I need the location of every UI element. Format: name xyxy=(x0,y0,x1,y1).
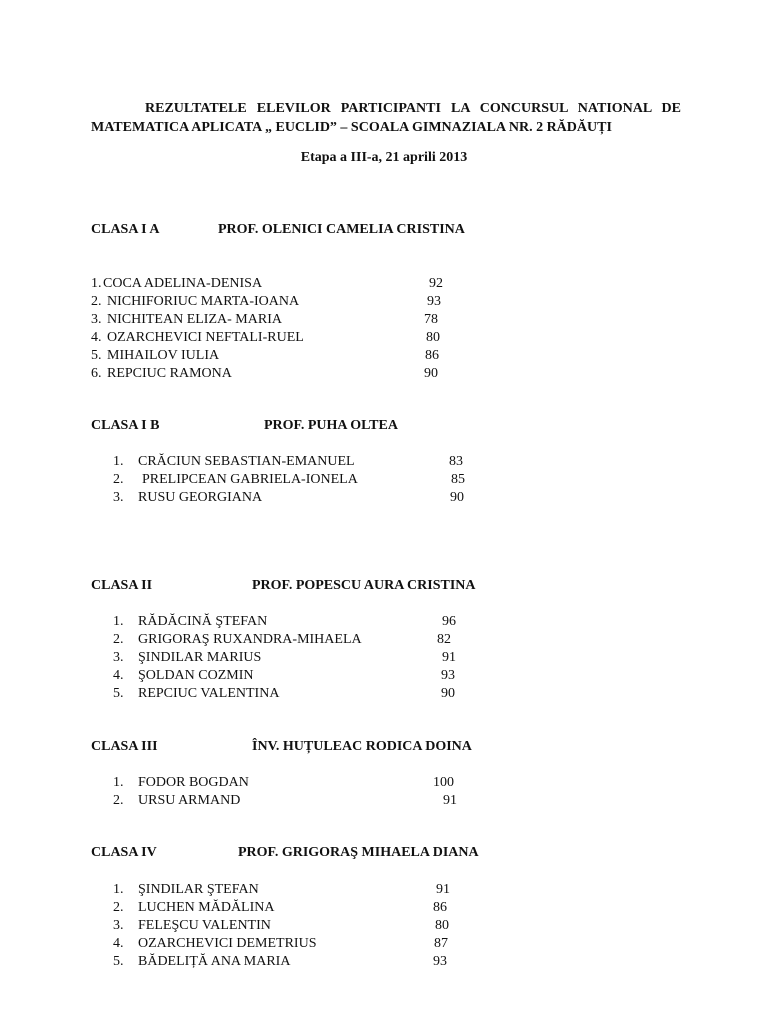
student-name: RĂDĂCINĂ ŞTEFAN xyxy=(138,614,268,629)
section-header-clasa-1a xyxy=(91,222,465,238)
class-name: CLASA I B xyxy=(91,418,160,433)
student-score: 78 xyxy=(424,312,438,327)
teacher-name: PROF. POPESCU AURA CRISTINA xyxy=(252,578,476,593)
student-number: 2. xyxy=(91,294,102,309)
student-score: 90 xyxy=(424,366,438,381)
section-header-clasa-2 xyxy=(91,578,476,594)
student-score: 91 xyxy=(442,650,456,665)
student-name: NICHITEAN ELIZA- MARIA xyxy=(107,312,282,327)
student-name: COCA ADELINA-DENISA xyxy=(103,276,263,291)
student-number: 4. xyxy=(91,330,102,345)
student-number: 4. xyxy=(113,668,124,683)
section-header-clasa-3 xyxy=(91,739,472,755)
student-name: FELEŞCU VALENTIN xyxy=(138,918,271,933)
student-number: 4. xyxy=(113,936,124,951)
student-number: 2. xyxy=(113,472,124,487)
teacher-name: PROF. GRIGORAŞ MIHAELA DIANA xyxy=(238,845,479,860)
student-number: 6. xyxy=(91,366,102,381)
student-number: 5. xyxy=(113,954,124,969)
student-score: 93 xyxy=(427,294,441,309)
teacher-name: PROF. PUHA OLTEA xyxy=(264,418,398,433)
student-number: 3. xyxy=(113,918,124,933)
student-name: BĂDELIȚĂ ANA MARIA xyxy=(138,954,291,969)
student-name: REPCIUC VALENTINA xyxy=(138,686,280,701)
student-name: URSU ARMAND xyxy=(138,793,241,808)
student-name: ŞOLDAN COZMIN xyxy=(138,668,254,683)
student-score: 90 xyxy=(441,686,455,701)
student-score: 86 xyxy=(425,348,439,363)
student-score: 91 xyxy=(436,882,450,897)
student-number: 5. xyxy=(113,686,124,701)
teacher-name: ÎNV. HUȚULEAC RODICA DOINA xyxy=(252,739,472,754)
class-name: CLASA II xyxy=(91,578,153,593)
student-number: 2. xyxy=(113,632,124,647)
student-number: 1. xyxy=(113,775,124,790)
student-score: 93 xyxy=(441,668,455,683)
stage-date: Etapa a III-a, 21 aprili 2013 xyxy=(300,150,468,165)
student-number: 1. xyxy=(113,614,124,629)
student-name: LUCHEN MĂDĂLINA xyxy=(138,900,275,915)
student-name: ŞINDILAR ŞTEFAN xyxy=(138,882,259,897)
student-score: 80 xyxy=(426,330,440,345)
student-name: OZARCHEVICI NEFTALI-RUEL xyxy=(107,330,304,345)
student-name: MIHAILOV IULIA xyxy=(107,348,220,363)
student-number: 3. xyxy=(113,650,124,665)
student-score: 90 xyxy=(450,490,464,505)
section-header-clasa-4 xyxy=(91,845,479,861)
student-name: OZARCHEVICI DEMETRIUS xyxy=(138,936,317,951)
student-score: 80 xyxy=(435,918,449,933)
student-score: 83 xyxy=(449,454,463,469)
student-score: 92 xyxy=(429,276,443,291)
class-name: CLASA IV xyxy=(91,845,157,860)
student-name: GRIGORAŞ RUXANDRA-MIHAELA xyxy=(138,632,362,647)
student-score: 91 xyxy=(443,793,457,808)
student-number: 2. xyxy=(113,900,124,915)
class-name: CLASA I A xyxy=(91,222,160,237)
student-score: 87 xyxy=(434,936,448,951)
student-score: 86 xyxy=(433,900,447,915)
student-score: 93 xyxy=(433,954,447,969)
student-number: 1. xyxy=(91,276,102,291)
student-number: 3. xyxy=(113,490,124,505)
class-name: CLASA III xyxy=(91,739,158,754)
student-score: 82 xyxy=(437,632,451,647)
student-name: FODOR BOGDAN xyxy=(138,775,249,790)
document-title-text: REZULTATELE ELEVILOR PARTICIPANTI LA CONCURSUL NATIONAL DE MATEMATICA APLICATA „ EUCLID” – SCOALA GIMNAZIALA NR. 2 RĂDĂUȚI xyxy=(91,101,681,135)
student-name: PRELIPCEAN GABRIELA-IONELA xyxy=(142,472,358,487)
student-number: 3. xyxy=(91,312,102,327)
student-name: RUSU GEORGIANA xyxy=(138,490,263,505)
teacher-name: PROF. OLENICI CAMELIA CRISTINA xyxy=(218,222,465,237)
student-score: 85 xyxy=(451,472,465,487)
section-header-clasa-1b xyxy=(91,418,398,434)
student-name: REPCIUC RAMONA xyxy=(107,366,232,381)
student-name: NICHIFORIUC MARTA-IOANA xyxy=(107,294,300,309)
student-name: CRĂCIUN SEBASTIAN-EMANUEL xyxy=(138,454,355,469)
student-name: ŞINDILAR MARIUS xyxy=(138,650,262,665)
student-number: 1. xyxy=(113,882,124,897)
student-score: 100 xyxy=(433,775,454,790)
student-number: 5. xyxy=(91,348,102,363)
document-title xyxy=(91,99,681,137)
student-number: 1. xyxy=(113,454,124,469)
student-number: 2. xyxy=(113,793,124,808)
student-score: 96 xyxy=(442,614,456,629)
